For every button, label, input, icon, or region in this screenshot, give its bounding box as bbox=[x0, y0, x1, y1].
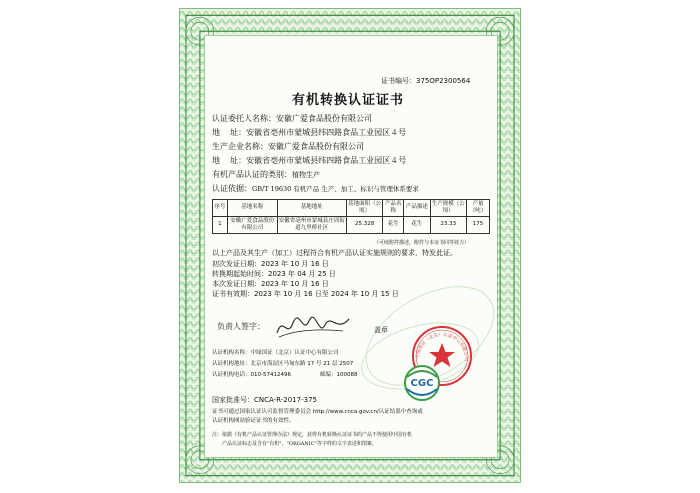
seal-label: 盖章 bbox=[374, 326, 388, 334]
phone-row bbox=[212, 373, 291, 379]
address2-row bbox=[212, 157, 406, 165]
basis-label: 认证依据： bbox=[212, 184, 252, 193]
approval-value: CNCA-R-2017-375 bbox=[254, 396, 317, 404]
cgc-logo-text: CGC bbox=[410, 378, 434, 389]
body-name-value: 中绿国证（北京）认证中心有限公司 bbox=[250, 350, 339, 356]
category-row bbox=[212, 171, 320, 179]
category-value: 植物生产 bbox=[292, 171, 320, 179]
producer-label: 生产企业名称： bbox=[212, 142, 268, 151]
body-address-label: 认证机构地址： bbox=[212, 361, 251, 367]
first-issue-label: 初次发证日期： bbox=[212, 260, 261, 268]
producer-row bbox=[212, 143, 364, 151]
query-line-1: 证书可通过国家认证认可监督管理委员会 http://www.cnca.gov.cn/认证结果中查询或 bbox=[212, 409, 423, 415]
address1-label: 地 址： bbox=[212, 128, 247, 137]
cgc-logo bbox=[399, 363, 445, 403]
header-cell: 基地名称 bbox=[227, 200, 277, 217]
postcode-label: 邮编： bbox=[320, 372, 337, 378]
phone-value: 010-57412496 bbox=[250, 372, 291, 378]
first-issue-value: 2023 年 10 月 16 日 bbox=[261, 260, 329, 268]
issue-label: 本次发证日期： bbox=[212, 280, 261, 288]
body-address-value: 北京市海淀区马甸东路 17 号 21 层 2507 bbox=[250, 361, 354, 367]
certificate-number bbox=[381, 78, 470, 85]
producer-value: 安徽广爱食品股份有限公司 bbox=[268, 142, 364, 151]
client-value: 安徽广爱食品股份有限公司 bbox=[276, 114, 372, 123]
seal-text: 中绿国证（北京）认证中心有限公司 bbox=[415, 332, 469, 362]
table-header-row bbox=[213, 200, 490, 217]
conversion-start-value: 2023 年 04 月 25 日 bbox=[268, 270, 336, 278]
client-label: 认证委托人名称： bbox=[212, 114, 276, 123]
certificate-title: 有机转换认证证书 bbox=[292, 93, 405, 108]
conversion-start-row bbox=[212, 271, 336, 278]
body-name-row bbox=[212, 351, 339, 357]
table-cell: 安徽省亳州市蒙城县庄周街道九里桥社区 bbox=[277, 216, 346, 233]
address2-value: 安徽省亳州市蒙城县纬四路食品工业园区４号 bbox=[246, 156, 407, 165]
body-address-row bbox=[212, 362, 353, 368]
issue-value: 2023 年 10 月 16 日 bbox=[261, 280, 329, 288]
signature bbox=[273, 313, 353, 341]
table-row bbox=[213, 216, 490, 233]
validity-row bbox=[212, 291, 399, 298]
postcode-value: 100088 bbox=[336, 372, 358, 378]
address1-row bbox=[212, 129, 406, 137]
address2-label: 地 址： bbox=[212, 156, 247, 165]
validity-label: 证书有效期： bbox=[212, 290, 254, 298]
approval-label: 国家批准号： bbox=[212, 396, 254, 404]
phone-label: 认证机构电话： bbox=[212, 372, 251, 378]
table-cell: 安徽广爱食品股份有限公司 bbox=[227, 216, 277, 233]
table-cell: 花生 bbox=[404, 216, 430, 233]
table-cell: 175 bbox=[467, 216, 490, 233]
conversion-start-label: 转换期起始时间： bbox=[212, 270, 268, 278]
header-cell: 序号 bbox=[213, 200, 228, 217]
header-cell: 基地地址 bbox=[277, 200, 346, 217]
approval-row bbox=[212, 397, 317, 404]
header-cell: 基地面积（公顷） bbox=[346, 200, 383, 217]
basis-row bbox=[212, 185, 419, 193]
header-cell: 产品描述 bbox=[404, 200, 430, 217]
statement: 以上产品及其生产（加工）过程符合有机产品认证实施规则的要求，特发此证。 bbox=[212, 249, 457, 257]
table-cell: 25.328 bbox=[346, 216, 383, 233]
basis-value: GB/T 19630 有机产品 生产、加工、标识与管理体系要求 bbox=[252, 185, 419, 193]
first-issue-row bbox=[212, 261, 329, 268]
note-line-1: 注：依据《有机产品认证管理办法》规定，获得有机转换认证证书的产品不得使用中国有机 bbox=[212, 432, 413, 438]
body-name-label: 认证机构名称： bbox=[212, 350, 251, 356]
table-cell: 23.33 bbox=[430, 216, 466, 233]
category-label: 有机产品认证的类别： bbox=[212, 170, 292, 179]
table-cell: 花生 bbox=[383, 216, 404, 233]
client-row bbox=[212, 115, 372, 123]
issue-row bbox=[212, 281, 329, 288]
validity-value: 2023 年 10 月 16 日至 2024 年 10 月 15 日 bbox=[254, 290, 399, 298]
note-line-2: 产品认证标志及含有"有机"、"ORGANIC"等字样的文字表述和图案。 bbox=[222, 441, 377, 447]
certificate-number-value: 375OP2300564 bbox=[416, 77, 471, 85]
table-note: （可续附件描述，附件与本证书同等效力） bbox=[374, 240, 470, 246]
address1-value: 安徽省亳州市蒙城县纬四路食品工业园区４号 bbox=[246, 128, 407, 137]
header-cell: 产品名称 bbox=[383, 200, 404, 217]
certificate-number-label: 证书编号： bbox=[381, 77, 416, 85]
query-line-2: 认证机构网站验证证书的有效性。 bbox=[212, 418, 295, 424]
product-table bbox=[212, 199, 490, 234]
header-cell: 生产规模（公顷） bbox=[430, 200, 466, 217]
table-cell: 1 bbox=[213, 216, 228, 233]
postcode-row bbox=[320, 373, 358, 379]
person-label: 负责人签字： bbox=[217, 322, 265, 331]
header-cell: 产量（吨） bbox=[467, 200, 490, 217]
